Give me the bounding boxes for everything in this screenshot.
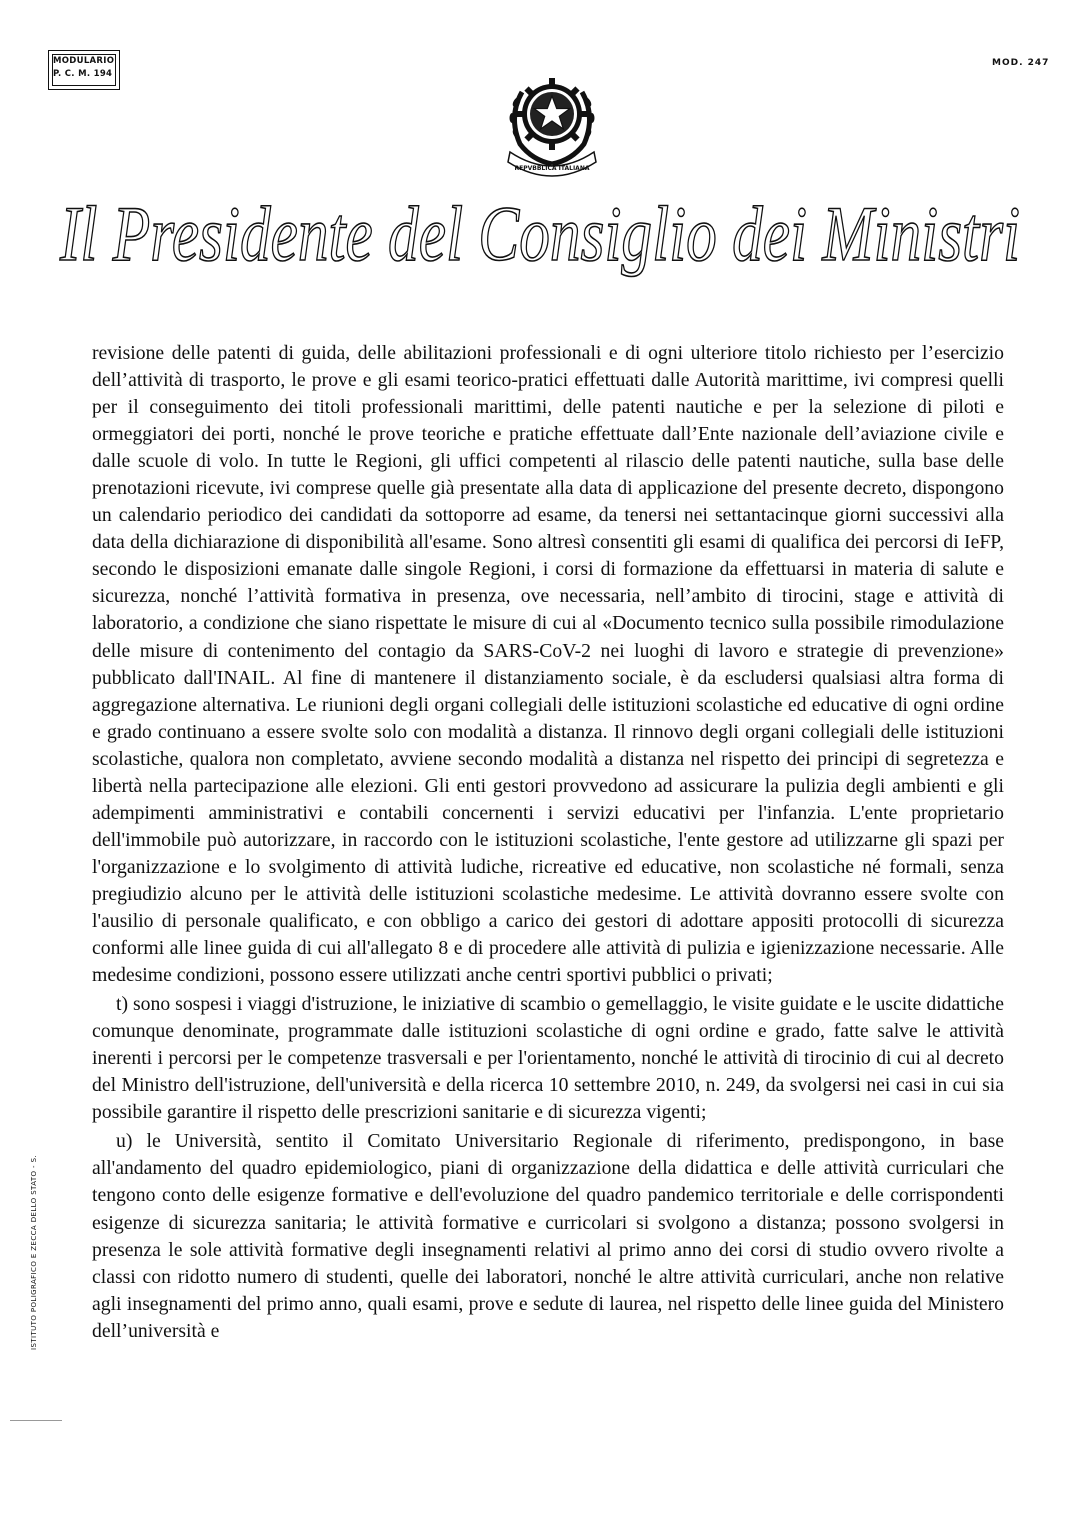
paragraph-item-u: u) le Università, sentito il Comitato Universitario Regionale di riferimento, predispongono, in base all'andamento del quadro epidemiologico, piani di organizzazione della didattica e delle attività curriculari che tengono conto delle esigenze formative e dell'evoluzione del quadro pandemico territoriale e delle corrispondenti esigenze di sicurezza sanitaria; le attività formative e curricolari si svolgono a distanza; possono svolgersi in presenza le sole attività formative degli insegnamenti relativi al primo anno dei corsi di studio ovvero rivolte a classi con ridotto numero di studenti, quelle dei laboratori, nonché le altre attività curriculari, anche non relative agli insegnamenti del primo anno, quali esami, prove e sedute di laurea, nel rispetto delle linee guida del Ministero dell’università e xyxy=(92,1130,1004,1342)
modulario-line-1: MODULARIO xyxy=(53,56,115,66)
document-body xyxy=(92,340,1004,1345)
masthead-title-text: Il Presidente del Consiglio dei Ministri xyxy=(59,190,1020,277)
paragraph-continuation: revisione delle patenti di guida, delle abilitazioni professionali e di ogni ulteriore titolo richiesto per l’esercizio dell’attività di trasporto, le prove e gli esami teorico-pratici effettuati dalle Autorità marittime, ivi compresi quelli per il conseguimento dei titoli professionali marittimi, delle patenti nautiche e per la selezione di piloti e ormeggiatori dei porti, nonché le prove teoriche e pratiche effettuate dall’Ente nazionale dell’aviazione civile e dalle scuole di volo. In tutte le Regioni, gli uffici competenti al rilascio delle patenti nautiche, sulla base delle prenotazioni ricevute, ivi comprese quelle già presentate alla data di applicazione del presente decreto, dispongono un calendario periodico dei candidati da sottoporre ad esame, da tenersi nei settantacinque giorni successivi alla data della dichiarazione di disponibilità all'esame. Sono altresì consentiti gli esami di qualifica dei percorsi di IeFP, secondo le disposizioni emanate dalle singole Regioni, i corsi di formazione da effettuarsi in materia di salute e sicurezza, nonché l’attività formativa in presenza, ove necessaria, nell’ambito di tirocini, stage e attività di laboratorio, a condizione che siano rispettate le misure di cui al «Documento tecnico sulla possibile rimodulazione delle misure di contenimento del contagio da SARS-CoV-2 nei luoghi di lavoro e strategie di prevenzione» pubblicato dall'INAIL. Al fine di mantenere il distanziamento sociale, è da escludersi qualsiasi altra forma di aggregazione alternativa. Le riunioni degli organi collegiali delle istituzioni scolastiche ed educative di ogni ordine e grado continuano a essere svolte solo con modalità a distanza. Il rinnovo degli organi collegiali delle istituzioni scolastiche, qualora non completato, avviene secondo modalità a distanza nel rispetto dei principi di segretezza e libertà nella partecipazione alle elezioni. Gli enti gestori provvedono ad assicurare la pulizia degli ambienti e gli adempimenti amministrativi e contabili concernenti i servizi educativi per l'infanzia. L'ente proprietario dell'immobile può autorizzare, in raccordo con le istituzioni scolastiche, l'ente gestore ad utilizzarne gli spazi per l'organizzazione e lo svolgimento di attività ludiche, ricreative ed educative, non scolastiche né formali, senza pregiudizio alcuno per le attività delle istituzioni scolastiche medesime. Le attività dovranno essere svolte con l'ausilio di personale qualificato, e con obbligo a carico dei gestori di adottare appositi protocolli di sicurezza conformi alle linee guida di cui all'allegato 8 e di procedere alle attività di pulizia e igienizzazione necessarie. Alle medesime condizioni, possono essere utilizzati anche centri sportivi pubblici o privati; xyxy=(92,342,1004,987)
form-number: MOD. 247 xyxy=(992,58,1050,68)
margin-rule xyxy=(10,1420,62,1421)
printer-margin-note: ISTITUTO POLIGRAFICO E ZECCA DELLO STATO - S. xyxy=(30,1154,38,1350)
modulario-line-2: P. C. M. 194 xyxy=(53,69,113,79)
svg-text:REPVBBLICA ITALIANA: REPVBBLICA ITALIANA xyxy=(514,165,590,172)
masthead-title xyxy=(0,178,1080,308)
italian-republic-emblem xyxy=(502,62,602,180)
modulario-stamp xyxy=(48,50,120,90)
paragraph-item-t: t) sono sospesi i viaggi d'istruzione, le iniziative di scambio o gemellaggio, le visite guidate e le uscite didattiche comunque denominate, programmate dalle istituzioni scolastiche di ogni ordine e grado, fatte salve le attività inerenti i percorsi per le competenze trasversali e per l'orientamento, nonché le attività di tirocinio di cui al decreto del Ministro dell'istruzione, dell'università e della ricerca 10 settembre 2010, n. 249, da svolgersi nei casi in cui sia possibile garantire il rispetto delle prescrizioni sanitarie e di sicurezza vigenti; xyxy=(92,993,1004,1124)
